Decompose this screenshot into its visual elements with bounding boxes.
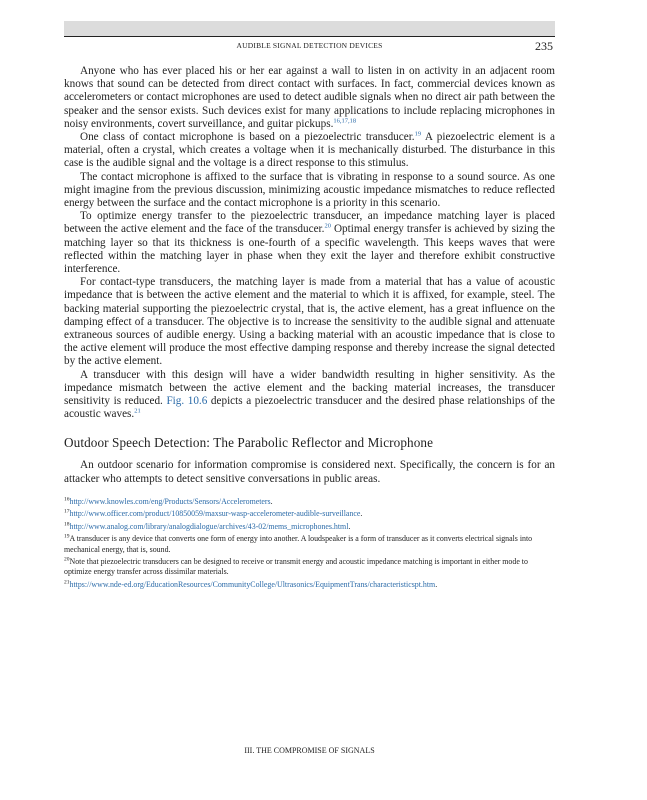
footnote: [64, 509, 555, 519]
footnote-number: 18: [64, 521, 70, 528]
body-paragraph: [64, 171, 555, 211]
footnote-number: 21: [64, 579, 70, 586]
footnote-ref[interactable]: 21: [134, 407, 141, 415]
footnote-url[interactable]: http://www.officer.com/product/10850059/maxsur-wasp-accelerometer-audible-surveillance: [69, 509, 361, 519]
footnote-number: 20: [64, 556, 70, 563]
footnote: [64, 557, 555, 578]
text-run: For contact-type transducers, the matching layer is made from a material that has a value of acoustic impedance that is between the active element and the material to which it is affixed, for example, steel. The backing material supporting the piezoelectric crystal, that is, the active element, has a great influence on the damping effect of a transducer. The objective is to increase the sensitivity to the audible signal and attenuate extraneous sources of audible energy. Using a backing material with an acoustic impedance that is close to the active element will produce the most effective damping response and thereby increase the signal detected by the active element.: [64, 276, 555, 368]
footnote: [64, 522, 555, 532]
text-run: .: [435, 579, 438, 589]
footnote-url[interactable]: https://www.nde-ed.org/EducationResources/CommunityCollege/Ultrasonics/EquipmentTrans/characteristicspt.htm: [69, 579, 436, 589]
text-run: .: [348, 521, 351, 531]
top-bar: [64, 21, 555, 36]
text-run: The contact microphone is affixed to the surface that is vibrating in response to a sound source. As one might imagine from the previous discussion, minimizing acoustic impedance mismatches to reduce reflected energy between the surface and the contact microphone is a priority in this scenario.: [64, 170, 555, 210]
text-run: A transducer with this design will have a wider bandwidth resulting in higher sensitivity. As the impedance mismatch between the active element and the backing material increases, the transducer sensitivity is reduced.: [64, 368, 555, 408]
footnote-ref[interactable]: 16,17,18: [333, 117, 357, 125]
text-run: Anyone who has ever placed his or her ear against a wall to listen in on activity in an adjacent room knows that sound can be detected from direct contact with surfaces. In fact, commercial devices known as accelerometers or contact microphones are used to detect audible signals when no direct air path between the speaker and the sensor exists. Such devices exist for many applications to include replacing microphones in noisy environments, covert surveillance, and guitar pickups.: [64, 65, 555, 130]
page-number: 235: [535, 39, 553, 53]
footnote-number: 17: [64, 508, 70, 515]
text-run: A piezoelectric element is a material, often a crystal, which creates a voltage when it is mechanically disturbed. The disturbance in this case is the audible signal and the voltage is a direct response to this stimulus.: [64, 131, 555, 170]
text-run: Note that piezoelectric transducers can be designed to receive or transmit energy and acoustic impedance matching is important in either mode to optimize energy transfer across dissimilar materials.: [64, 556, 528, 577]
section-heading: Outdoor Speech Detection: The Parabolic Reflector and Microphone: [64, 435, 434, 451]
footnote-number: 16: [64, 496, 70, 503]
footnote: [64, 534, 555, 555]
footnote-number: 19: [64, 533, 70, 540]
text-run: One class of contact microphone is based on a piezoelectric transducer.: [80, 131, 415, 144]
body-paragraph: [64, 65, 555, 131]
body-paragraph: [64, 210, 555, 276]
footnote-url[interactable]: http://www.knowles.com/eng/Products/Sensors/Accelerometers: [69, 496, 271, 506]
footnotes: [64, 497, 555, 590]
text-run: depicts a piezoelectric transducer and the desired phase relationships of the acoustic waves.: [64, 395, 555, 421]
footnote: [64, 580, 555, 590]
text-run: To optimize energy transfer to the piezoelectric transducer, an impedance matching layer is placed between the active element and the face of the transducer.: [64, 210, 555, 236]
body-paragraph: [64, 276, 555, 368]
footnote: [64, 497, 555, 507]
text-run: .: [360, 509, 363, 519]
figure-link[interactable]: Fig. 10.6: [166, 395, 208, 408]
page-header: [64, 36, 555, 55]
text-run: A transducer is any device that converts one form of energy into another. A loudspeaker is a form of transducer as it converts electrical signals into mechanical energy, that is, sound.: [64, 534, 533, 554]
page-footer: III. THE COMPROMISE OF SIGNALS: [244, 746, 375, 755]
body-paragraph: [64, 131, 555, 171]
running-head: AUDIBLE SIGNAL DETECTION DEVICES: [236, 41, 383, 50]
footnote-url[interactable]: http://www.analog.com/library/analogdialogue/archives/43-02/mems_microphones.html: [69, 521, 349, 531]
section-paragraph: An outdoor scenario for information compromise is considered next. Specifically, the concern is for an attacker who attempts to detect sensitive conversations in public areas.: [64, 459, 555, 485]
body-paragraphs: [64, 65, 555, 421]
footnote-ref[interactable]: 19: [414, 130, 422, 138]
footnote-ref[interactable]: 20: [324, 222, 331, 230]
text-run: Optimal energy transfer is achieved by sizing the matching layer so that its thickness is one-fourth of a specific wavelength. This keeps waves that were reflected within the matching layer in phase when they exit the layer and therefore exhibit constructive interference.: [64, 223, 555, 276]
body-paragraph: [64, 369, 555, 422]
text-run: .: [270, 496, 273, 506]
page-body: [64, 65, 555, 592]
